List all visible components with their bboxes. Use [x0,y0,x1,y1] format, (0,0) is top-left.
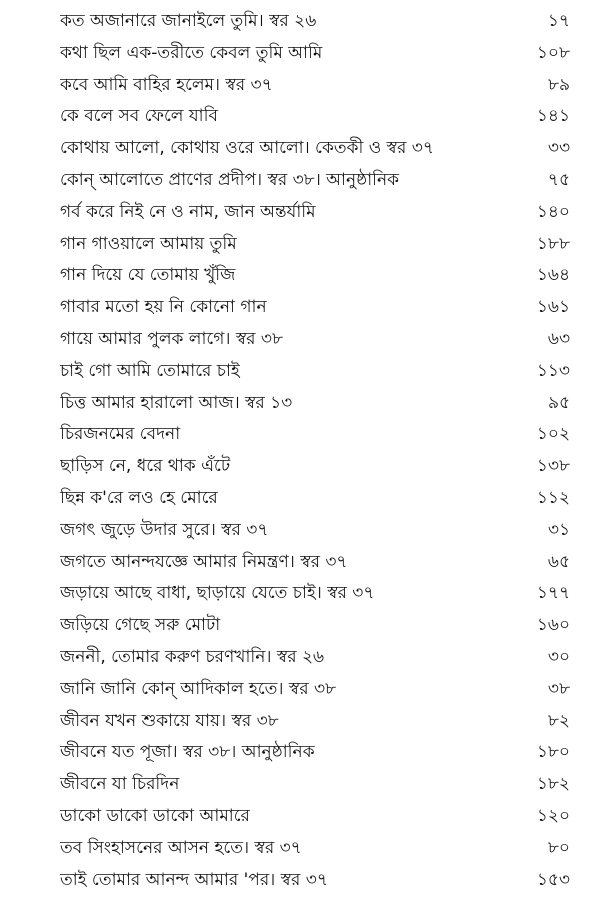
entry-title: জীবন যখন শুকায়ে যায়। স্বর ৩৮ [60,710,279,731]
index-entry [60,833,570,865]
index-entry [60,610,570,642]
entry-title: ছিন্ন ক'রে লও হে মোরে [60,487,218,508]
entry-page-number: ৩৩ [547,138,570,159]
entry-title: কবে আমি বাহির হলেম। স্বর ৩৭ [60,74,273,95]
entry-page-number: ১০৮ [536,42,570,63]
entry-title: জগৎ জুড়ে উদার সুরে। স্বর ৩৭ [60,519,269,540]
index-entry [60,38,570,70]
entry-page-number: ১১২ [536,487,570,508]
entry-page-number: ৭৫ [547,169,570,190]
entry-title: জীবনে যা চিরদিন [60,774,180,795]
index-entry [60,547,570,579]
entry-page-number: ৮০ [547,837,570,858]
index-entry [60,674,570,706]
entry-page-number: ১৪০ [536,201,570,222]
index-entry [60,6,570,38]
index-entry [60,165,570,197]
entry-title: কত অজানারে জানাইলে তুমি। স্বর ২৬ [60,11,317,31]
index-entry [60,324,570,356]
entry-title: চিত্ত আমার হারালো আজ। স্বর ১৩ [60,392,293,413]
entry-title: গাবার মতো হয় নি কোনো গান [60,297,267,318]
song-index-list [60,6,570,896]
entry-title: ডাকো ডাকো ডাকো আমারে [60,805,250,826]
entry-title: জানি জানি কোন্ আদিকাল হতে। স্বর ৩৮ [60,678,337,699]
index-entry [60,356,570,388]
entry-title: গান গাওয়ালে আমায় তুমি [60,233,237,254]
entry-page-number: ১৮২ [536,774,570,795]
index-entry [60,197,570,229]
index-entry [60,101,570,133]
entry-page-number: ৬৫ [547,551,570,572]
entry-title: তাই তোমার আনন্দ আমার 'পর। স্বর ৩৭ [60,869,328,890]
entry-page-number: ১৩৮ [536,456,570,477]
entry-page-number: ১৬১ [536,297,570,318]
entry-title: চাই গো আমি তোমারে চাই [60,360,240,381]
index-entry [60,70,570,102]
entry-title: গান দিয়ে যে তোমায় খুঁজি [60,265,236,286]
entry-title: ছাড়িস নে, ধরে থাক এঁটে [60,456,231,477]
entry-page-number: ১৫৩ [536,869,570,890]
entry-page-number: ৮২ [547,710,570,731]
index-entry [60,260,570,292]
entry-page-number: ৩১ [547,519,570,540]
index-entry [60,865,570,897]
entry-title: জননী, তোমার করুণ চরণখানি। স্বর ২৬ [60,646,325,667]
index-entry [60,642,570,674]
entry-page-number: ১১৩ [536,360,570,381]
entry-page-number: ৩০ [547,646,570,667]
entry-page-number: ৮৯ [547,74,570,95]
entry-title: জগতে আনন্দযজ্ঞে আমার নিমন্ত্রণ। স্বর ৩৭ [60,551,348,572]
entry-page-number: ৯৫ [547,392,570,413]
entry-page-number: ১৭৭ [536,583,570,604]
index-entry [60,578,570,610]
entry-title: কোন্ আলোতে প্রাণের প্রদীপ। স্বর ৩৮। আনুষ্ঠানিক [60,169,400,190]
entry-title: জড়ায়ে আছে বাধা, ছাড়ায়ে যেতে চাই। স্বর ৩৭ [60,583,375,604]
entry-title: জীবনে যত পূজা। স্বর ৩৮। আনুষ্ঠানিক [60,742,315,763]
entry-page-number: ১৮৮ [536,233,570,254]
entry-title: গায়ে আমার পুলক লাগে। স্বর ৩৮ [60,328,284,349]
index-entry [60,801,570,833]
index-entry [60,229,570,261]
entry-title: কে বলে সব ফেলে যাবি [60,106,218,127]
entry-page-number: ১৭ [547,11,570,31]
entry-page-number: ১২০ [536,805,570,826]
index-entry [60,133,570,165]
index-entry [60,706,570,738]
index-entry [60,769,570,801]
entry-page-number: ১৬৪ [536,265,570,286]
entry-title: জড়িয়ে গেছে সরু মোটা [60,615,221,636]
entry-title: কোথায় আলো, কোথায় ওরে আলো। কেতকী ও স্বর ৩৭ [60,138,434,159]
entry-page-number: ১৮০ [536,742,570,763]
index-entry [60,451,570,483]
entry-title: তব সিংহাসনের আসন হতে। স্বর ৩৭ [60,837,302,858]
index-entry [60,292,570,324]
index-entry [60,515,570,547]
entry-page-number: ১০২ [536,424,570,445]
index-entry [60,737,570,769]
entry-page-number: ৬৩ [547,328,570,349]
index-entry [60,419,570,451]
entry-title: চিরজনমের বেদনা [60,424,181,445]
entry-title: গর্ব করে নিই নে ও নাম, জান অন্তর্যামি [60,201,316,222]
entry-page-number: ৩৮ [547,678,570,699]
index-entry [60,388,570,420]
entry-page-number: ১৪১ [536,106,570,127]
index-entry [60,483,570,515]
entry-page-number: ১৬০ [536,615,570,636]
entry-title: কথা ছিল এক-তরীতে কেবল তুমি আমি [60,42,323,63]
